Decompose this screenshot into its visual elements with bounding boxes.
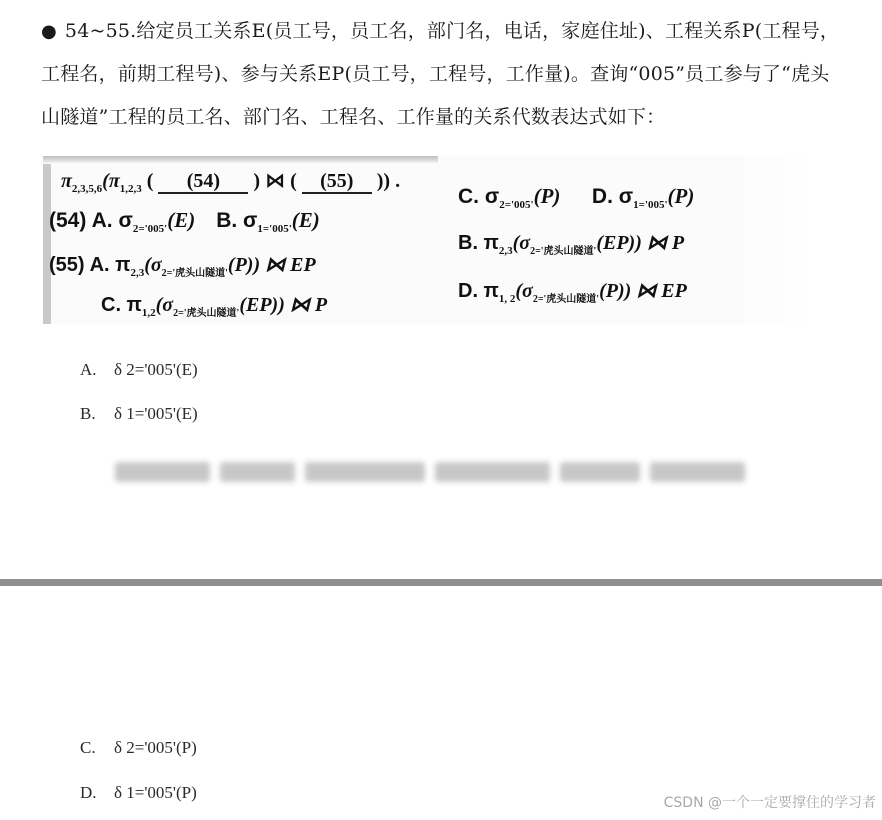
option-b[interactable]	[80, 404, 198, 424]
option-c-letter: C.	[80, 738, 96, 757]
option-c[interactable]	[80, 738, 197, 758]
q54-option-a: A. σ	[91, 209, 133, 232]
scan-top-edge	[43, 156, 438, 163]
blank-55: (55)	[302, 170, 372, 194]
q55-option-d-sub: 1, 2	[498, 293, 516, 305]
option-d-letter: D.	[80, 783, 97, 802]
csdn-watermark: CSDN @一个一定要撑住的学习者	[663, 795, 876, 811]
q55-option-b-selsub: 2='虎头山隧道'	[530, 246, 597, 257]
blur-segment	[115, 462, 210, 482]
option-a[interactable]	[80, 360, 198, 380]
q55-option-c-selsub: 2='虎头山隧道'	[173, 308, 240, 319]
q55-option-d: D. π	[458, 280, 499, 302]
blur-segment	[305, 462, 425, 482]
projection-subscript: 2,3,5,6	[71, 183, 103, 195]
q55-option-a-sel: (σ	[144, 254, 162, 276]
q54-option-c-sub: 2='005'	[499, 199, 534, 212]
blur-segment	[435, 462, 550, 482]
q55-option-d-line	[458, 278, 687, 305]
q55-option-a: A. π	[89, 254, 131, 276]
option-d[interactable]	[80, 783, 197, 803]
q54-option-b-sub: 1='005'	[257, 223, 292, 236]
inner-pi: (π	[102, 170, 120, 192]
q55-option-d-selsub: 2='虎头山隧道'	[532, 294, 600, 305]
blur-segment	[650, 462, 745, 482]
inner-subscript: 1,2,3	[119, 183, 142, 195]
join-symbol: ⋈	[265, 170, 286, 192]
q55-option-b-sub: 2,3	[498, 245, 513, 257]
q55-option-d-rel: (P)) ⋈ EP	[599, 280, 687, 302]
question-body: 54~55.给定员工关系E(员工号，员工名，部门名，电话，家庭住址)、工程关系P(工程号，工程名，前期工程号)、参与关系EP(员工号，工程号，工作量)。查询“005”员工参与了“虎头山隧道”工程的员工名、部门名、工程名、工作量的关系代数表达式如下：	[41, 20, 840, 128]
section-divider	[0, 579, 882, 586]
q55-option-b-rel: (EP)) ⋈ P	[596, 232, 685, 254]
q54-option-b-rel: (E)	[291, 208, 320, 232]
blur-segment	[560, 462, 640, 482]
bullet-icon: ●	[41, 21, 57, 42]
q54-options	[49, 208, 320, 235]
q55-option-c: C. π	[101, 294, 142, 316]
question-text	[41, 10, 841, 139]
q55-label: (55)	[49, 254, 85, 276]
option-a-text: δ 2='005'(E)	[114, 360, 198, 379]
q55-option-c-rel: (EP)) ⋈ P	[239, 294, 328, 316]
q55-option-b-sel: (σ	[512, 232, 531, 254]
q55-option-c-sub: 1,2	[141, 307, 156, 319]
main-expression: $\pi_{2,3,5,6}(\pi_{1,2,3}$ ( (54) ) ⋈ ( (55) )) .	[61, 170, 401, 195]
q54-options-right	[458, 184, 694, 211]
q54-option-a-sub: 2='005'	[132, 223, 168, 236]
q55-option-a-rel: (P)) ⋈ EP	[227, 254, 316, 276]
q55-option-d-sel: (σ	[515, 280, 533, 302]
q55-option-a-selsub: 2='虎头山隧道'	[161, 268, 228, 279]
q55-option-c-sel: (σ	[155, 294, 174, 316]
q54-option-c: C. σ	[458, 185, 500, 208]
option-d-text: δ 1='005'(P)	[114, 783, 197, 802]
pi-symbol: π	[61, 170, 72, 192]
q54-option-a-rel: (E)	[167, 208, 196, 232]
option-c-text: δ 2='005'(P)	[114, 738, 197, 757]
blur-segment	[220, 462, 295, 482]
q54-option-d: D. σ	[591, 185, 634, 208]
q55-option-a-line	[49, 252, 316, 279]
q55-option-b-line	[458, 230, 684, 257]
blank-54: (54)	[158, 170, 248, 194]
scan-left-edge	[43, 164, 51, 324]
q55-option-a-sub: 2,3	[130, 267, 145, 279]
q54-option-d-rel: (P)	[667, 184, 695, 208]
option-b-letter: B.	[80, 404, 96, 423]
q54-label: (54)	[49, 209, 87, 232]
q54-option-d-sub: 1='005'	[633, 199, 668, 212]
option-a-letter: A.	[80, 360, 97, 379]
scan-right-fade	[735, 156, 815, 324]
option-b-text: δ 1='005'(E)	[114, 404, 198, 423]
q54-option-b: B. σ	[216, 209, 258, 232]
q55-option-b: B. π	[458, 232, 499, 254]
blurred-text-block	[115, 456, 755, 488]
q55-option-c-line	[101, 292, 327, 319]
scanned-formula-image	[43, 156, 815, 324]
q54-option-c-rel: (P)	[533, 184, 561, 208]
